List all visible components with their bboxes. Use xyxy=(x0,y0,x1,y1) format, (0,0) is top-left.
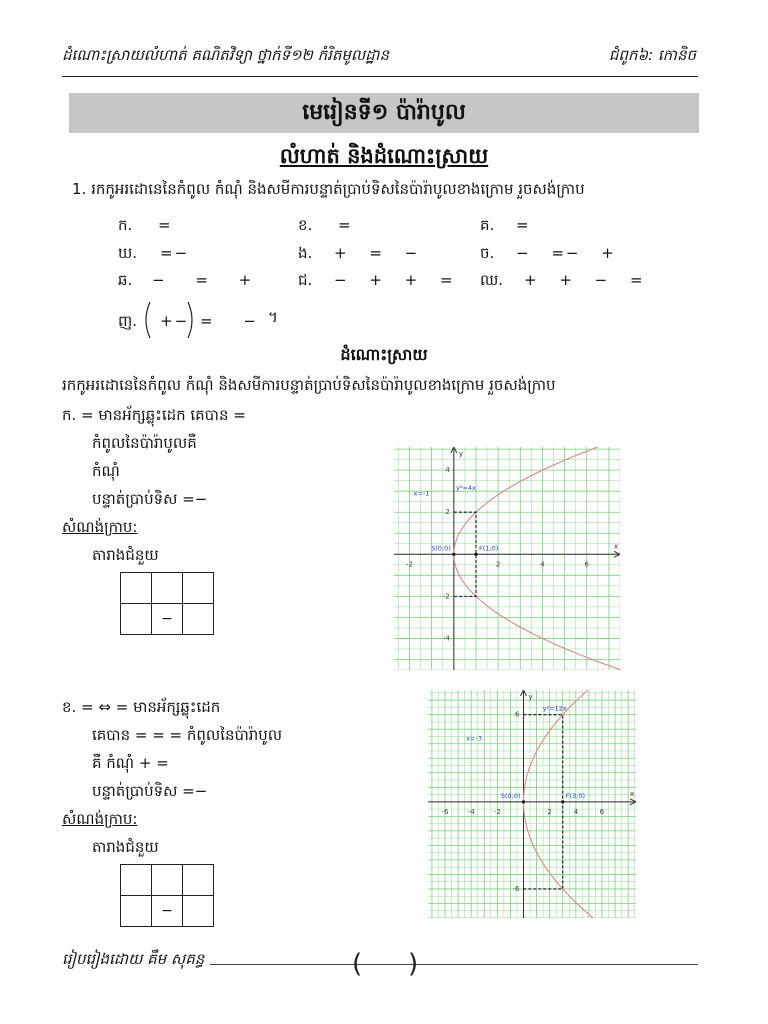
part-a-line-3: កំណុំ xyxy=(92,462,120,480)
y-axis-label: y xyxy=(528,693,533,701)
option-equation: + + − = xyxy=(524,271,645,289)
footer-divider xyxy=(210,964,698,965)
x-tick-label: 2 xyxy=(547,807,552,816)
x-tick-label: 6 xyxy=(599,807,605,816)
helper-table-a xyxy=(120,572,214,635)
equation-label: y²=4x xyxy=(455,484,476,493)
table-cell: − xyxy=(152,896,183,927)
x-tick-label: -2 xyxy=(493,807,501,816)
part-a-line-2: កំពូលនៃប៉ារ៉ាបូលគឺ xyxy=(92,434,197,452)
option-label: ខ. xyxy=(298,216,313,234)
vertex-point xyxy=(452,553,455,556)
y-tick-label: -4 xyxy=(442,634,450,643)
option-label: ច. xyxy=(480,244,495,262)
vertex-label: S(0;0) xyxy=(431,544,451,553)
y-tick-label: -6 xyxy=(512,884,520,893)
lesson-subtitle: លំហាត់ និងដំណោះស្រាយ xyxy=(279,144,489,168)
option-equation: − + + = xyxy=(334,271,455,289)
option-equation: − = + xyxy=(152,271,254,289)
table-cell xyxy=(121,896,152,927)
option-label: ឈ. xyxy=(480,271,504,289)
x-tick-label: 2 xyxy=(495,560,501,569)
table-cell xyxy=(183,573,214,604)
vertex-point xyxy=(522,800,525,803)
x-tick-label: -2 xyxy=(406,560,414,569)
solution-intro: រកកូអរដោនេនៃកំពូល កំណុំ និងសមីការបន្ទាត់ប្រាប់ទិសនៃប៉ារ៉ាបូលខាងក្រោម រួចសង់ក្រាប xyxy=(62,376,556,394)
option-equation: + = − xyxy=(334,244,420,262)
footer-brace-right: ) xyxy=(408,949,419,979)
directrix-label: x=-3 xyxy=(466,734,483,743)
parabola-graph-b xyxy=(428,690,636,918)
parabola-graph-a xyxy=(394,447,620,670)
vertex-label: S(0;0) xyxy=(500,791,521,800)
table-cell xyxy=(121,865,152,896)
header-left: ដំណោះស្រាយលំហាត់ គណិតវិទ្យា ថ្នាក់ទី១២ កំរិតមូលដ្ឋាន xyxy=(62,46,389,64)
option-end-mark: ។ xyxy=(268,308,278,326)
option-label: ង. xyxy=(298,244,313,262)
option-equation: +− xyxy=(160,312,190,330)
option-equation: = xyxy=(338,216,353,234)
helper-table-b xyxy=(120,864,214,927)
parabola-curve xyxy=(454,447,620,670)
x-tick-label: -4 xyxy=(467,807,475,816)
part-a-graph-label: សំណង់ក្រាប: xyxy=(62,518,138,536)
part-a-line-4: បន្ទាត់ប្រាប់ទិស =− xyxy=(92,490,208,508)
table-cell xyxy=(183,604,214,635)
y-tick-label: -2 xyxy=(442,592,450,601)
part-b-table-label: តារាងជំនួយ xyxy=(92,838,159,856)
part-a-table-label: តារាងជំនួយ xyxy=(92,546,159,564)
footer-author: រៀបរៀងដោយ គឹម សុគន្ធ xyxy=(62,950,205,968)
option-label: ជ. xyxy=(298,271,313,289)
x-tick-label: 4 xyxy=(540,560,545,569)
question-1: 1. រកកូអរដោនេនៃកំពូល កំណុំ និងសមីការបន្ទាត់ប្រាប់ទិសនៃប៉ារ៉ាបូលខាងក្រោម រួចសង់ក្រាប xyxy=(72,180,585,198)
table-cell: − xyxy=(152,604,183,635)
option-equation-rest: = − xyxy=(200,312,258,330)
option-equation: = xyxy=(516,216,531,234)
x-tick-label: 6 xyxy=(584,560,589,569)
part-b-line-1: ខ. = ⇔ = មានអ័ក្សឆ្លុះដេក xyxy=(62,698,221,716)
table-cell xyxy=(121,573,152,604)
focus-label: F(3;0) xyxy=(565,791,586,800)
option-equation: =− xyxy=(160,244,190,262)
focus-label: F(1;0) xyxy=(478,544,499,553)
table-cell xyxy=(152,573,183,604)
focus-point xyxy=(561,800,564,803)
part-b-line-3: គឺ កំណុំ + = xyxy=(92,754,169,772)
equation-label: y²=12x xyxy=(542,704,567,713)
x-axis-label: x xyxy=(630,789,635,798)
option-label: គ. xyxy=(480,216,495,234)
option-label: ឃ. xyxy=(118,244,138,262)
x-tick-label: 4 xyxy=(573,807,579,816)
part-a-line-1: ក. = មានអ័ក្សឆ្លុះដេក គេបាន = xyxy=(62,406,246,424)
option-label: ក. xyxy=(118,216,133,234)
part-b-line-2: គេបាន = = = កំពូលនៃប៉ារ៉ាបូល xyxy=(92,726,283,744)
option-label: ញ. xyxy=(118,312,138,330)
directrix-label: x=-1 xyxy=(413,489,430,498)
focus-point xyxy=(474,553,477,556)
y-tick-label: 4 xyxy=(445,466,450,475)
option-label: ឆ. xyxy=(118,271,133,289)
lesson-title: មេរៀនទី១ ប៉ារ៉ាបូល xyxy=(69,93,699,133)
footer-brace-left: ( xyxy=(352,949,363,979)
table-cell xyxy=(183,896,214,927)
parabola-curve xyxy=(524,690,594,918)
header-right: ជំពូក៦: កោនិច xyxy=(608,46,696,64)
header-divider xyxy=(62,76,698,77)
x-axis-label: x xyxy=(614,542,619,551)
y-axis-label: y xyxy=(458,450,463,458)
x-tick-label: -6 xyxy=(441,807,449,816)
solution-heading: ដំណោះស្រាយ xyxy=(340,345,428,364)
part-b-graph-label: សំណង់ក្រាប: xyxy=(62,810,138,828)
option-equation: = xyxy=(158,216,173,234)
table-cell xyxy=(152,865,183,896)
option-equation: − =− + xyxy=(516,244,616,262)
table-cell xyxy=(121,604,152,635)
y-tick-label: 6 xyxy=(515,710,520,719)
table-cell xyxy=(183,865,214,896)
y-tick-label: 2 xyxy=(445,508,450,517)
part-b-line-4: បន្ទាត់ប្រាប់ទិស =− xyxy=(92,782,208,800)
